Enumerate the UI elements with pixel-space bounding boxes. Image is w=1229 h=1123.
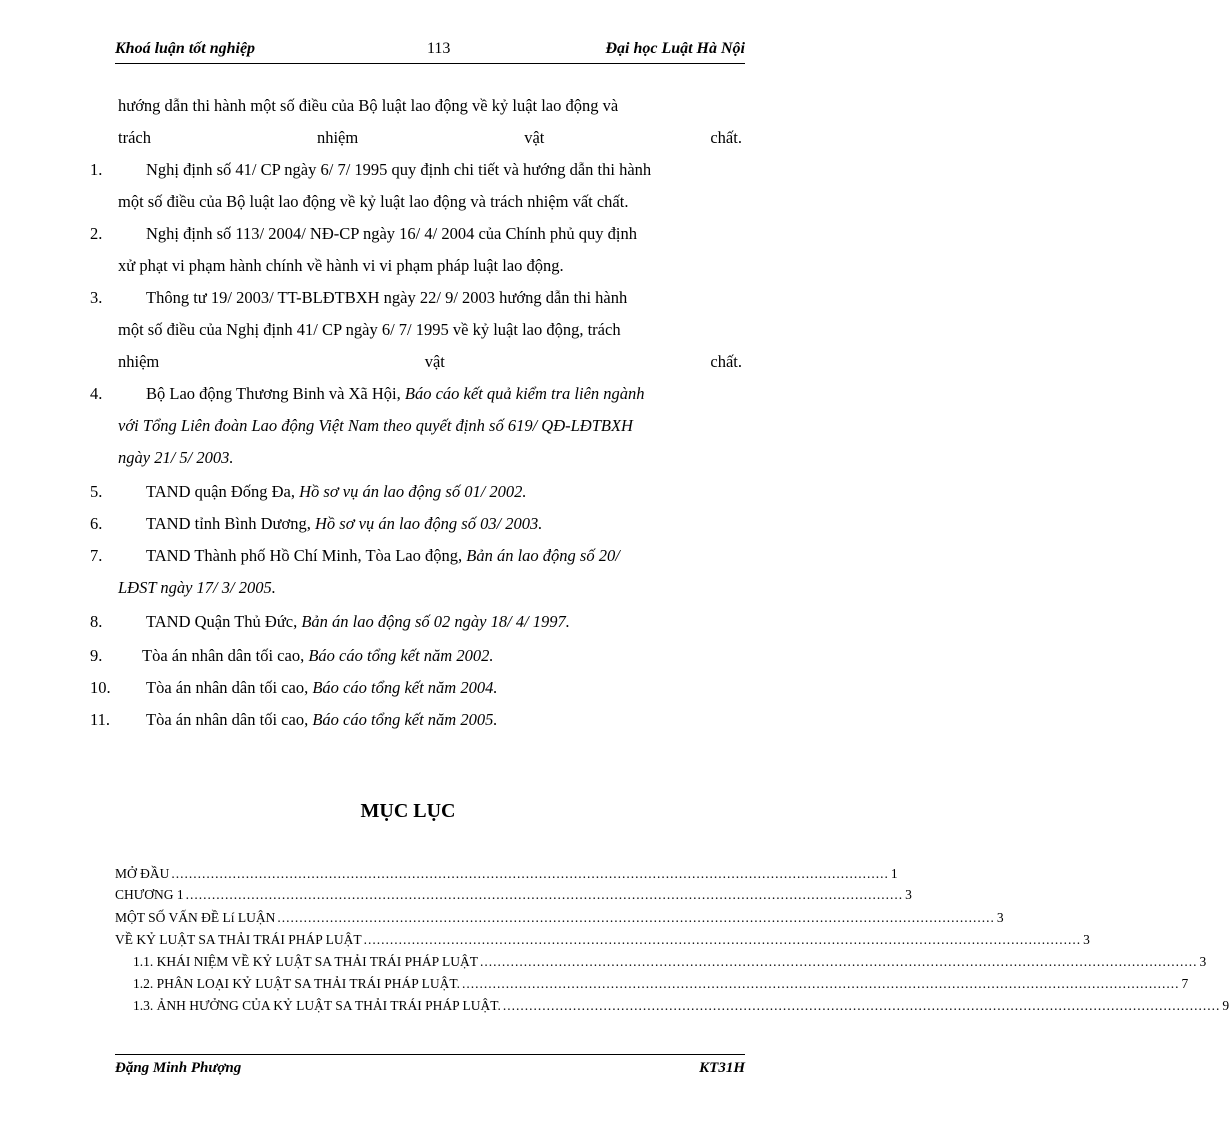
reference-number: 2.	[90, 224, 103, 243]
reference-number: 9.	[90, 646, 103, 665]
toc-page: 1	[890, 866, 898, 881]
page-footer	[115, 1054, 745, 1080]
toc-leader: ....................................................................................................................................................................	[171, 866, 889, 881]
reference-item: 6. TAND tỉnh Bình Dương, Hồ sơ vụ án lao động số 03/ 2003.	[90, 514, 543, 533]
header-thesis-label: Khoá luận tốt nghiệp	[115, 40, 256, 57]
toc-page: 3	[1199, 954, 1207, 969]
reference-item: 9. Tòa án nhân dân tối cao, Báo cáo tổng kết năm 2002.	[90, 646, 494, 665]
reference-item-line: LĐST ngày 17/ 3/ 2005.	[118, 578, 276, 597]
reference-number: 11.	[90, 710, 111, 729]
reference-item: 11. Tòa án nhân dân tối cao, Báo cáo tổng kết năm 2005.	[90, 710, 498, 729]
toc-leader: ....................................................................................................................................................................	[502, 998, 1221, 1013]
reference-continuation-line: trách nhiệm vật chất.	[118, 128, 742, 147]
toc-leader: ....................................................................................................................................................................	[480, 954, 1198, 969]
reference-item-line: xử phạt vi phạm hành chính về hành vi vi phạm pháp luật lao động.	[118, 256, 564, 275]
toc-title: MỤC LỤC	[360, 800, 456, 822]
reference-item-line: một số điều của Bộ luật lao động về kỷ luật lao động và trách nhiệm vất chất.	[118, 192, 629, 211]
header-rule	[115, 63, 745, 64]
toc-entry[interactable]: CHƯƠNG 1 .................................................................................................................................................................... 3	[115, 887, 912, 902]
footer-rule	[115, 1054, 745, 1055]
toc-page: 3	[905, 887, 912, 902]
reference-item-line: với Tổng Liên đoàn Lao động Việt Nam theo quyết định số 619/ QĐ-LĐTBXH	[118, 416, 633, 435]
reference-item-line: nhiệm vật chất.	[118, 352, 742, 371]
reference-item: 8. TAND Quận Thủ Đức, Bản án lao động số 02 ngày 18/ 4/ 1997.	[90, 612, 570, 631]
reference-item: 4. Bộ Lao động Thương Binh và Xã Hội, Báo cáo kết quả kiểm tra liên ngành	[90, 384, 645, 403]
page-number: 113	[427, 40, 451, 57]
toc-leader: ....................................................................................................................................................................	[363, 932, 1082, 947]
header-university: Đại học Luật Hà Nội	[605, 40, 745, 57]
page-header	[115, 36, 745, 64]
reference-number: 5.	[90, 482, 103, 501]
reference-number: 7.	[90, 546, 103, 565]
toc-leader: ....................................................................................................................................................................	[277, 910, 995, 925]
toc-leader: ....................................................................................................................................................................	[462, 976, 1180, 991]
reference-item: 3. Thông tư 19/ 2003/ TT-BLĐTBXH ngày 22/ 9/ 2003 hướng dẫn thi hành	[90, 288, 628, 307]
toc-entry[interactable]: 1.2. PHÂN LOẠI KỶ LUẬT SA THẢI TRÁI PHÁP LUẬT. .................................................................................................................................................................... 7	[133, 976, 1189, 991]
toc-leader: ....................................................................................................................................................................	[185, 887, 904, 902]
reference-number: 6.	[90, 514, 103, 533]
toc-page: 9	[1222, 998, 1229, 1013]
reference-number: 10.	[90, 678, 111, 697]
toc-entry[interactable]: MỞ ĐẦU .................................................................................................................................................................... 1	[115, 866, 898, 881]
reference-number: 3.	[90, 288, 103, 307]
reference-continuation-line: hướng dẫn thi hành một số điều của Bộ luật lao động về kỷ luật lao động và	[118, 96, 619, 115]
toc-page: 3	[1083, 932, 1090, 947]
reference-item: 2. Nghị định số 113/ 2004/ NĐ-CP ngày 16/ 4/ 2004 của Chính phủ quy định	[90, 224, 638, 243]
reference-item: 1. Nghị định số 41/ CP ngày 6/ 7/ 1995 quy định chi tiết và hướng dẫn thi hành	[90, 160, 652, 179]
reference-item-line: một số điều của Nghị định 41/ CP ngày 6/ 7/ 1995 về kỷ luật lao động, trách	[118, 320, 621, 339]
reference-number: 4.	[90, 384, 103, 403]
reference-number: 1.	[90, 160, 103, 179]
reference-item-line: ngày 21/ 5/ 2003.	[118, 448, 234, 467]
toc-entry[interactable]: MỘT SỐ VẤN ĐỀ Lí LUẬN .................................................................................................................................................................... 3	[115, 910, 1004, 925]
toc-page: 7	[1181, 976, 1189, 991]
footer-class-code: KT31H	[699, 1060, 745, 1076]
reference-item: 10. Tòa án nhân dân tối cao, Báo cáo tổng kết năm 2004.	[90, 678, 498, 697]
toc-entry[interactable]: 1.3. ẢNH HƯỞNG CỦA KỶ LUẬT SA THẢI TRÁI PHÁP LUẬT. .................................................................................................................................................................... 9	[133, 998, 1229, 1013]
toc-page: 3	[996, 910, 1004, 925]
footer-author: Đặng Minh Phượng	[115, 1060, 242, 1076]
toc-entry[interactable]: VỀ KỶ LUẬT SA THẢI TRÁI PHÁP LUẬT .................................................................................................................................................................... 3	[115, 932, 1090, 947]
reference-item: 7. TAND Thành phố Hồ Chí Minh, Tòa Lao động, Bản án lao động số 20/	[90, 546, 620, 565]
reference-item: 5. TAND quận Đống Đa, Hồ sơ vụ án lao động số 01/ 2002.	[90, 482, 527, 501]
toc-entry[interactable]: 1.1. KHÁI NIỆM VỀ KỶ LUẬT SA THẢI TRÁI PHÁP LUẬT .................................................................................................................................................................... 3	[133, 954, 1207, 969]
reference-number: 8.	[90, 612, 103, 631]
